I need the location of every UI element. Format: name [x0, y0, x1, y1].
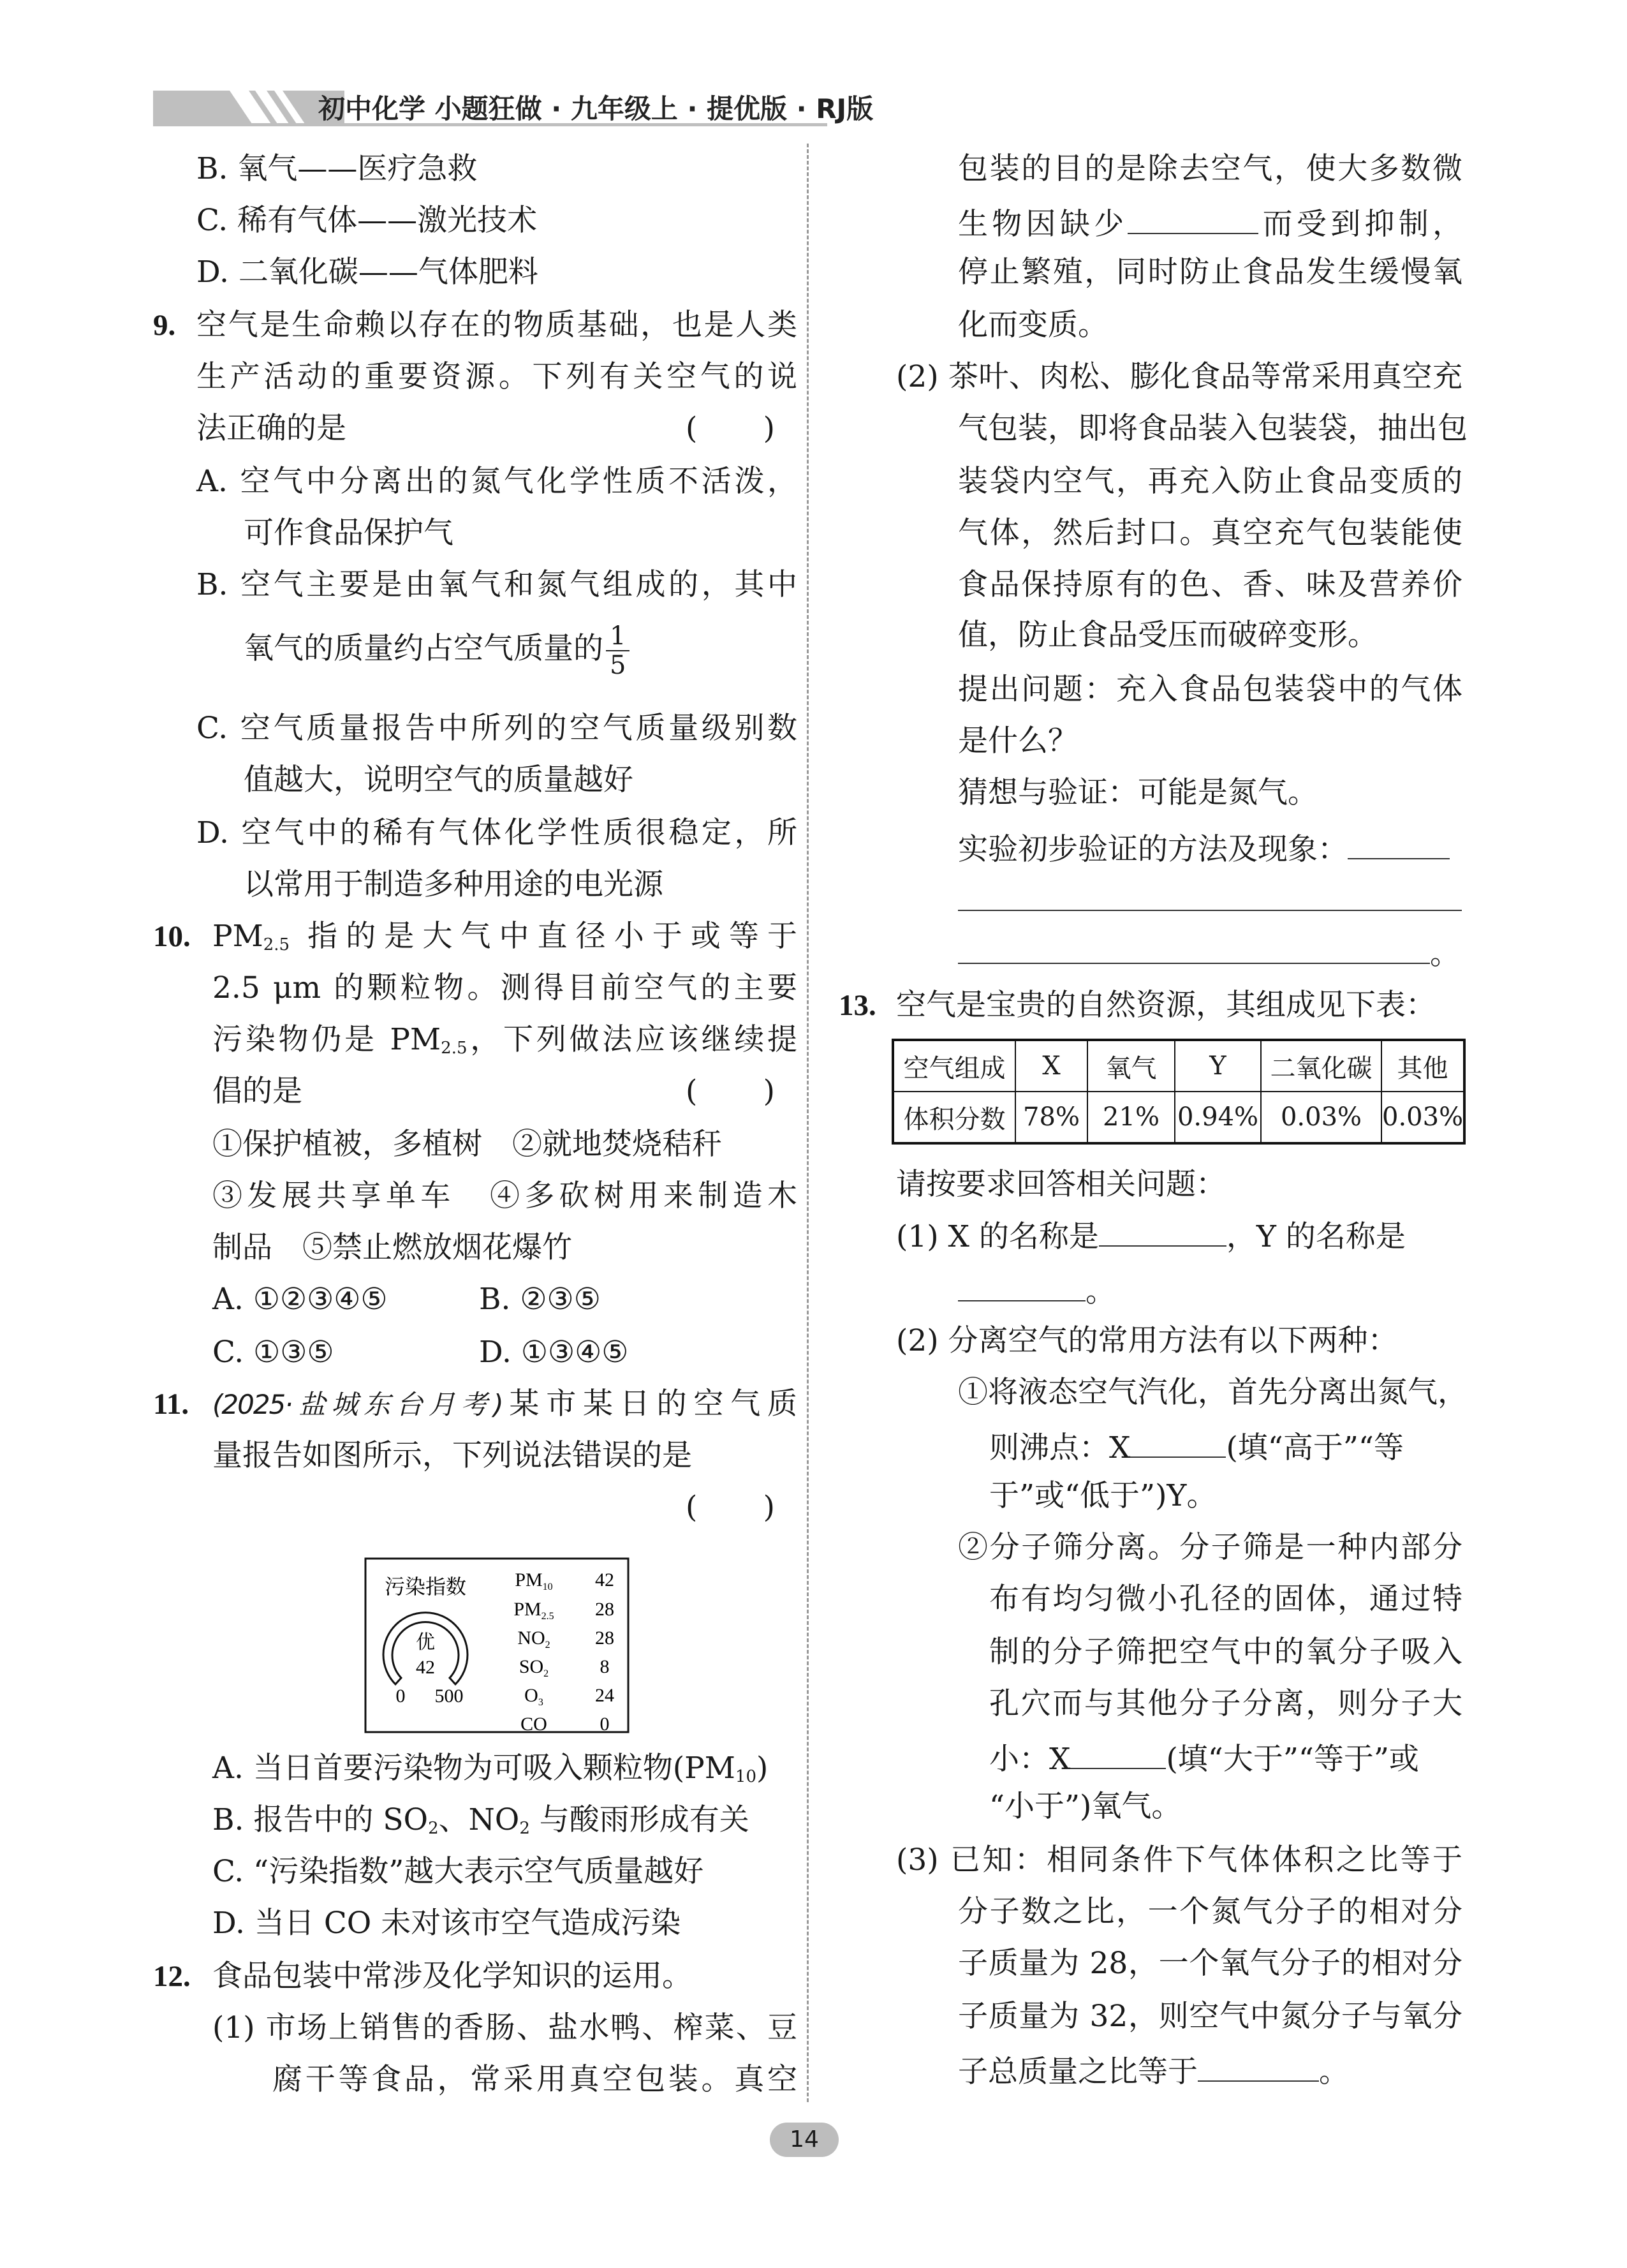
- q13-part2: 布有均匀微小孔径的固体，通过特: [989, 1581, 1462, 1617]
- q10-option-b: B. ②③⑤: [479, 1281, 601, 1317]
- q11-option-b: [212, 1794, 749, 1846]
- q9-answer-paren[interactable]: ( ): [686, 411, 775, 447]
- table-row: [893, 1092, 1464, 1143]
- pollutant-name: [513, 1599, 554, 1622]
- answer-blank[interactable]: [1070, 1730, 1166, 1769]
- q12-part1: 停止繁殖，同时防止食品发生缓慢氧: [958, 255, 1462, 290]
- q10-stem-text: 污染物仍是: [212, 1021, 390, 1057]
- q10-item: 制品 ⑤禁止燃放烟花爆竹: [212, 1229, 572, 1265]
- answer-blank[interactable]: [1099, 1207, 1226, 1247]
- pollutant-value: 24: [595, 1685, 614, 1706]
- q10-item: ③发展共享单车 ④多砍树用来制造木: [212, 1178, 797, 1213]
- q13-part2: 孔穴而与其他分子分离，则分子大: [989, 1686, 1462, 1721]
- q11-option-c: C. “污染指数”越大表示空气质量越好: [212, 1853, 704, 1889]
- q11-option-a-text: ): [756, 1750, 769, 1786]
- pm-label: PM: [390, 1021, 441, 1057]
- answer-blank[interactable]: [1198, 2042, 1319, 2082]
- table-cell: 0.03%: [1381, 1092, 1464, 1143]
- q13-stem: 空气是宝贵的自然资源，其组成见下表：: [896, 987, 1436, 1023]
- table-header-cell: X: [1015, 1040, 1087, 1092]
- q12-part1: [958, 195, 1462, 247]
- q9-stem: 空气是生命赖以存在的物质基础，也是人类: [196, 308, 797, 343]
- q13-part2: [989, 1418, 1404, 1471]
- q12-part2: 气体，然后封口。真空充气包装能使: [958, 515, 1462, 551]
- table-header-cell: 二氧化碳: [1261, 1040, 1381, 1092]
- q12-part2: 猜想与验证：可能是氮气。: [958, 775, 1318, 811]
- q12-part1: 化而变质。: [958, 308, 1108, 343]
- q8-option-d: D. 二氧化碳——气体肥料: [196, 255, 538, 290]
- pollutant-formula: PM: [513, 1599, 541, 1620]
- page-number: 14: [770, 2123, 839, 2157]
- q11-number: 11.: [153, 1387, 189, 1421]
- q13-text: 。: [1319, 2054, 1349, 2089]
- q13-text: (1) X 的名称是: [896, 1219, 1099, 1255]
- q13-part3: 子质量为 32，则空气中氮分子与氧分: [958, 1998, 1462, 2034]
- q10-stem: [212, 910, 797, 963]
- table-header-row: [893, 1040, 1464, 1092]
- q9-option-d: 以常用于制造多种用途的电光源: [244, 867, 663, 903]
- q12-part2: 值，防止食品受压而破碎变形。: [958, 617, 1378, 653]
- q10-option-a: A. ①②③④⑤: [212, 1281, 388, 1317]
- q13-text: 。: [1086, 1273, 1115, 1309]
- pollutant-name: [515, 1569, 552, 1592]
- air-quality-report-figure: [357, 1538, 638, 1742]
- gauge-grade: 优: [416, 1632, 435, 1653]
- q10-option-d: D. ①③④⑤: [479, 1334, 629, 1370]
- table-header-cell: 空气组成: [893, 1040, 1015, 1092]
- book-title: 初中化学 小题狂做 · 九年级上 · 提优版 · RJ版: [318, 93, 874, 124]
- q9-option-d: D. 空气中的稀有气体化学性质很稳定，所: [196, 815, 797, 851]
- figure-title: 污染指数: [384, 1575, 467, 1598]
- q9-option-c: C. 空气质量报告中所列的空气质量级别数: [196, 710, 797, 746]
- answer-line[interactable]: [958, 871, 1462, 924]
- pollutant-name: [517, 1627, 550, 1650]
- q13-text: 小：X: [989, 1741, 1071, 1777]
- q12-part2: 是什么？: [958, 723, 1078, 759]
- q11-option-a-text: A. 当日首要污染物为可吸入颗粒物(PM: [212, 1750, 735, 1786]
- q10-item: ①保护植被，多植树 ②就地焚烧秸秆: [212, 1126, 722, 1162]
- pollutant-name: [520, 1714, 547, 1735]
- q11-stem-text: 某市某日的空气质: [502, 1386, 798, 1421]
- q11-source: (2025·盐城东台月考): [212, 1388, 503, 1420]
- answer-blank[interactable]: [1128, 195, 1258, 234]
- pollutant-list: [513, 1569, 614, 1735]
- q12-part1: 包装的目的是除去空气，使大多数微: [958, 151, 1462, 187]
- q13-text: 则沸点：X: [989, 1430, 1131, 1465]
- q9-option-c: 值越大，说明空气的质量越好: [244, 762, 633, 797]
- fraction-denominator: 5: [610, 650, 626, 680]
- q13-part2: ①将液态空气汽化，首先分离出氮气，: [958, 1374, 1468, 1410]
- gauge-index: 42: [416, 1657, 435, 1678]
- pm-subscript: 2.5: [441, 1038, 467, 1058]
- pollutant-name: [519, 1656, 548, 1679]
- q13-number: 13.: [839, 988, 876, 1022]
- q11-option-b-text: 、NO: [438, 1802, 520, 1837]
- q13-text: (填“高于”“等: [1226, 1430, 1404, 1465]
- pollutant-formula: O: [524, 1685, 538, 1706]
- q9-option-b: B. 空气主要是由氧气和氮气组成的，其中: [196, 567, 797, 603]
- q12-text: 生物因缺少: [958, 207, 1128, 242]
- air-composition-table: [892, 1039, 1466, 1145]
- q12-number: 12.: [153, 1959, 191, 1993]
- pollutant-subscript: 2: [545, 1640, 550, 1650]
- answer-blank[interactable]: [1348, 820, 1450, 859]
- q12-text: 而受到抑制，: [1258, 207, 1463, 242]
- q9-stem: 法正确的是: [196, 411, 346, 447]
- q13-part3: (3) 已知：相同条件下气体体积之比等于: [896, 1842, 1462, 1878]
- q13-part3: 分子数之比，一个氮气分子的相对分: [958, 1894, 1462, 1929]
- q12-part2: 装袋内空气，再充入防止食品变质的: [958, 464, 1462, 500]
- fraction-numerator: 1: [606, 622, 629, 651]
- q13-part2: “小于”)氧气。: [989, 1789, 1182, 1825]
- q12-part2: 食品保持原有的色、香、味及营养价: [958, 567, 1462, 603]
- q13-part2: (2) 分离空气的常用方法有以下两种：: [896, 1323, 1398, 1358]
- q11-option-b-text: 与酸雨形成有关: [529, 1802, 749, 1837]
- subscript: 10: [735, 1767, 756, 1786]
- pollutant-value: 0: [600, 1714, 610, 1735]
- answer-line[interactable]: [958, 924, 1460, 977]
- table-cell: 21%: [1087, 1092, 1175, 1143]
- q9-stem: 生产活动的重要资源。下列有关空气的说: [196, 359, 797, 395]
- table-cell: 78%: [1015, 1092, 1087, 1143]
- q11-stem: [212, 1378, 797, 1430]
- q12-part2: 气包装，即将食品装入包装袋，抽出包: [958, 411, 1468, 447]
- table-header-cell: Y: [1175, 1040, 1261, 1092]
- q8-option-b: B. 氧气——医疗急救: [196, 151, 478, 187]
- q13-part2: 于”或“低于”)Y。: [989, 1478, 1217, 1513]
- table-cell: 0.94%: [1175, 1092, 1261, 1143]
- q13-part2: [989, 1730, 1419, 1782]
- q12-part2: (2) 茶叶、肉松、膨化食品等常采用真空充: [896, 359, 1462, 395]
- q13-text: (填“大于”“等于”或: [1166, 1741, 1419, 1777]
- gauge-max: 500: [434, 1686, 464, 1707]
- q13-part3: 子质量为 28，一个氧气分子的相对分: [958, 1945, 1462, 1981]
- q12-part2: 提出问题：充入食品包装袋中的气体: [958, 672, 1462, 708]
- pollutant-subscript: 2.5: [541, 1611, 554, 1622]
- pollutant-value: 8: [600, 1656, 610, 1677]
- q10-option-c: C. ①③⑤: [212, 1334, 334, 1370]
- q13-prompt: 请按要求回答相关问题：: [896, 1166, 1226, 1202]
- q10-stem-text: 指的是大气中直径小于或等于: [290, 918, 797, 954]
- q11-option-a: [212, 1742, 768, 1795]
- q13-part3: [958, 2042, 1349, 2094]
- q13-text: ，Y 的名称是: [1226, 1219, 1406, 1255]
- q13-part1: [896, 1207, 1406, 1259]
- q12-part1: 腐干等食品，常采用真空包装。真空: [272, 2061, 797, 2097]
- q13-part1: [958, 1262, 1115, 1314]
- q13-text: 子总质量之比等于: [958, 2054, 1198, 2089]
- pollutant-value: 42: [595, 1569, 614, 1590]
- q9-number: 9.: [153, 309, 176, 343]
- q11-answer-paren[interactable]: ( ): [686, 1489, 775, 1525]
- pm-subscript: 2.5: [263, 935, 290, 954]
- q10-stem: [212, 1014, 797, 1066]
- q9-option-b-text: 氧气的质量约占空气质量的: [244, 630, 603, 666]
- answer-blank[interactable]: [958, 1262, 1086, 1301]
- answer-blank[interactable]: [958, 924, 1430, 964]
- pollutant-subscript: 2: [543, 1668, 549, 1679]
- q10-stem: 倡的是: [212, 1073, 302, 1109]
- pollutant-subscript: 3: [538, 1697, 543, 1708]
- q12-part1: (1) 市场上销售的香肠、盐水鸭、榨菜、豆: [212, 2010, 797, 2045]
- q10-answer-paren[interactable]: ( ): [686, 1073, 775, 1109]
- pollutant-subscript: 10: [542, 1582, 553, 1592]
- table-header-cell: 氧气: [1087, 1040, 1175, 1092]
- fraction: [606, 622, 629, 679]
- q10-stem: 2.5 μm 的颗粒物。测得目前空气的主要: [212, 970, 797, 1005]
- q12-part2: [958, 820, 1450, 872]
- answer-blank[interactable]: [958, 871, 1462, 911]
- column-divider: [807, 144, 809, 2102]
- q13-part2: 制的分子筛把空气中的氧分子吸入: [989, 1634, 1462, 1670]
- subscript: 2: [428, 1818, 439, 1838]
- q11-option-d: D. 当日 CO 未对该市空气造成污染: [212, 1905, 681, 1941]
- q8-option-c: C. 稀有气体——激光技术: [196, 203, 538, 239]
- q10-stem-text: ，下列做法应该继续提: [467, 1021, 797, 1057]
- q10-number: 10.: [153, 919, 191, 953]
- pollutant-value: 28: [595, 1599, 614, 1620]
- q12-text: 。: [1430, 937, 1460, 972]
- q9-option-a: 可作食品保护气: [244, 515, 453, 551]
- q11-option-b-text: B. 报告中的 SO: [212, 1802, 429, 1837]
- pollutant-formula: NO: [517, 1627, 545, 1649]
- pollutant-formula: PM: [515, 1569, 543, 1590]
- gauge-min: 0: [395, 1686, 406, 1707]
- pollutant-value: 28: [595, 1627, 614, 1649]
- pollutant-name: [524, 1685, 543, 1708]
- q9-option-b: [244, 614, 629, 684]
- pollutant-formula: CO: [520, 1714, 547, 1735]
- q12-text: 实验初步验证的方法及现象：: [958, 832, 1348, 868]
- pm-label: PM: [212, 918, 263, 954]
- q12-stem: 食品包装中常涉及化学知识的运用。: [212, 1958, 692, 1994]
- q13-part2: ②分子筛分离。分子筛是一种内部分: [958, 1529, 1462, 1565]
- pollutant-formula: SO: [519, 1656, 544, 1677]
- answer-blank[interactable]: [1130, 1418, 1226, 1458]
- table-header-cell: 其他: [1381, 1040, 1464, 1092]
- table-cell: 体积分数: [893, 1092, 1015, 1143]
- q9-option-a: A. 空气中分离出的氮气化学性质不活泼，: [196, 464, 797, 500]
- table-cell: 0.03%: [1261, 1092, 1381, 1143]
- subscript: 2: [519, 1818, 530, 1838]
- q11-stem: 量报告如图所示，下列说法错误的是: [212, 1437, 692, 1473]
